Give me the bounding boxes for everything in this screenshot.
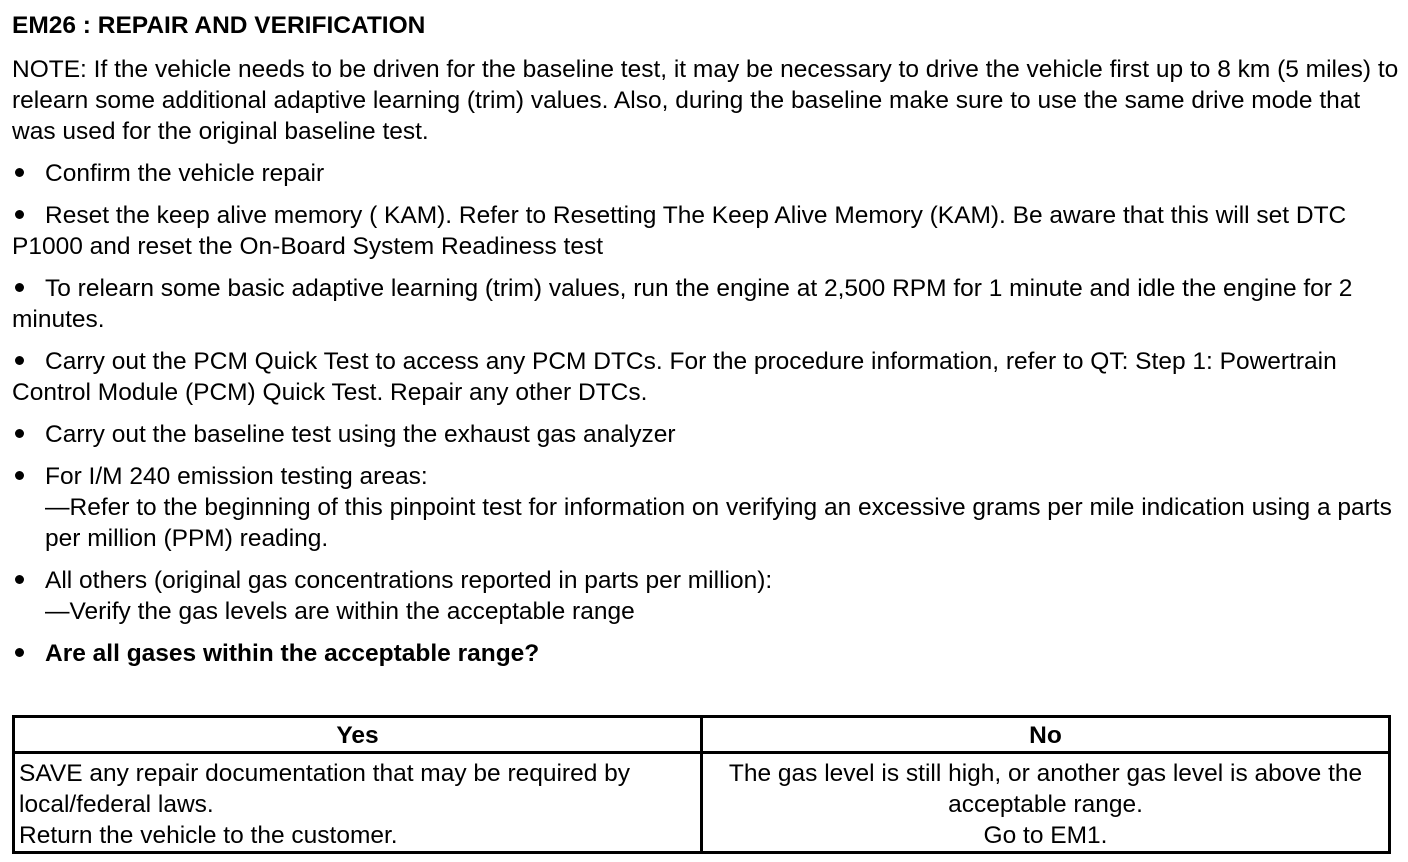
no-condition-text: The gas level is still high, or another gas level is above the acceptable range. [728,760,1363,818]
bullet-icon [12,346,45,377]
step-item [12,565,1402,627]
yes-return-text: Return the vehicle to the customer. [19,822,398,849]
section-title: EM26 : REPAIR AND VERIFICATION [12,12,426,39]
step-item [12,158,1402,189]
step-text: Carry out the baseline test using the exhaust gas analyzer [45,421,676,448]
step-item [12,200,1402,262]
step-question [12,638,1402,669]
no-cell [702,753,1390,853]
step-subtext: —Verify the gas levels are within the acceptable range [45,598,635,625]
note-paragraph: NOTE: If the vehicle needs to be driven for the baseline test, it may be necessary to drive the vehicle first up to 8 km (5 miles) to relearn some additional adaptive learning (trim) values. Also, during the baseline make sure to use the same drive mode that was used for the original baseline test. [12,56,1399,145]
bullet-icon [12,200,45,231]
step-item [12,461,1402,554]
step-text: Carry out the PCM Quick Test to access any PCM DTCs. For the procedure information, refer to QT: Step 1: Powertrain Control Module (PCM) Quick Test. Repair any other DTCs. [12,348,1337,406]
step-text: For I/M 240 emission testing areas: [45,463,428,490]
bullet-icon [12,158,45,189]
step-item [12,273,1402,335]
step-text: To relearn some basic adaptive learning (trim) values, run the engine at 2,500 RPM for 1 minute and idle the engine for 2 minutes. [12,275,1353,333]
no-goto-link[interactable]: Go to EM1. [983,822,1108,849]
yes-header: Yes [14,717,702,753]
bullet-icon [12,273,45,304]
step-item [12,419,1402,450]
bullet-icon [12,565,45,627]
document [12,10,1402,669]
bullet-icon [12,419,45,450]
step-text: All others (original gas concentrations reported in parts per million): [45,567,773,594]
question-text: Are all gases within the acceptable range? [45,640,540,667]
yes-action-text: SAVE any repair documentation that may be required by local/federal laws. [19,760,631,818]
yes-no-table [12,715,1391,854]
bullet-icon [12,461,45,554]
yes-cell [14,753,702,853]
step-item [12,346,1402,408]
step-subtext: —Refer to the beginning of this pinpoint test for information on verifying an excessive grams per mile indication using a parts per million (PPM) reading. [45,494,1392,552]
no-header: No [702,717,1390,753]
bullet-icon [12,638,45,669]
step-text: Reset the keep alive memory ( KAM). Refer to Resetting The Keep Alive Memory (KAM). Be aware that this will set DTC P1000 and reset the On-Board System Readiness test [12,202,1347,260]
step-text: Confirm the vehicle repair [45,160,325,187]
